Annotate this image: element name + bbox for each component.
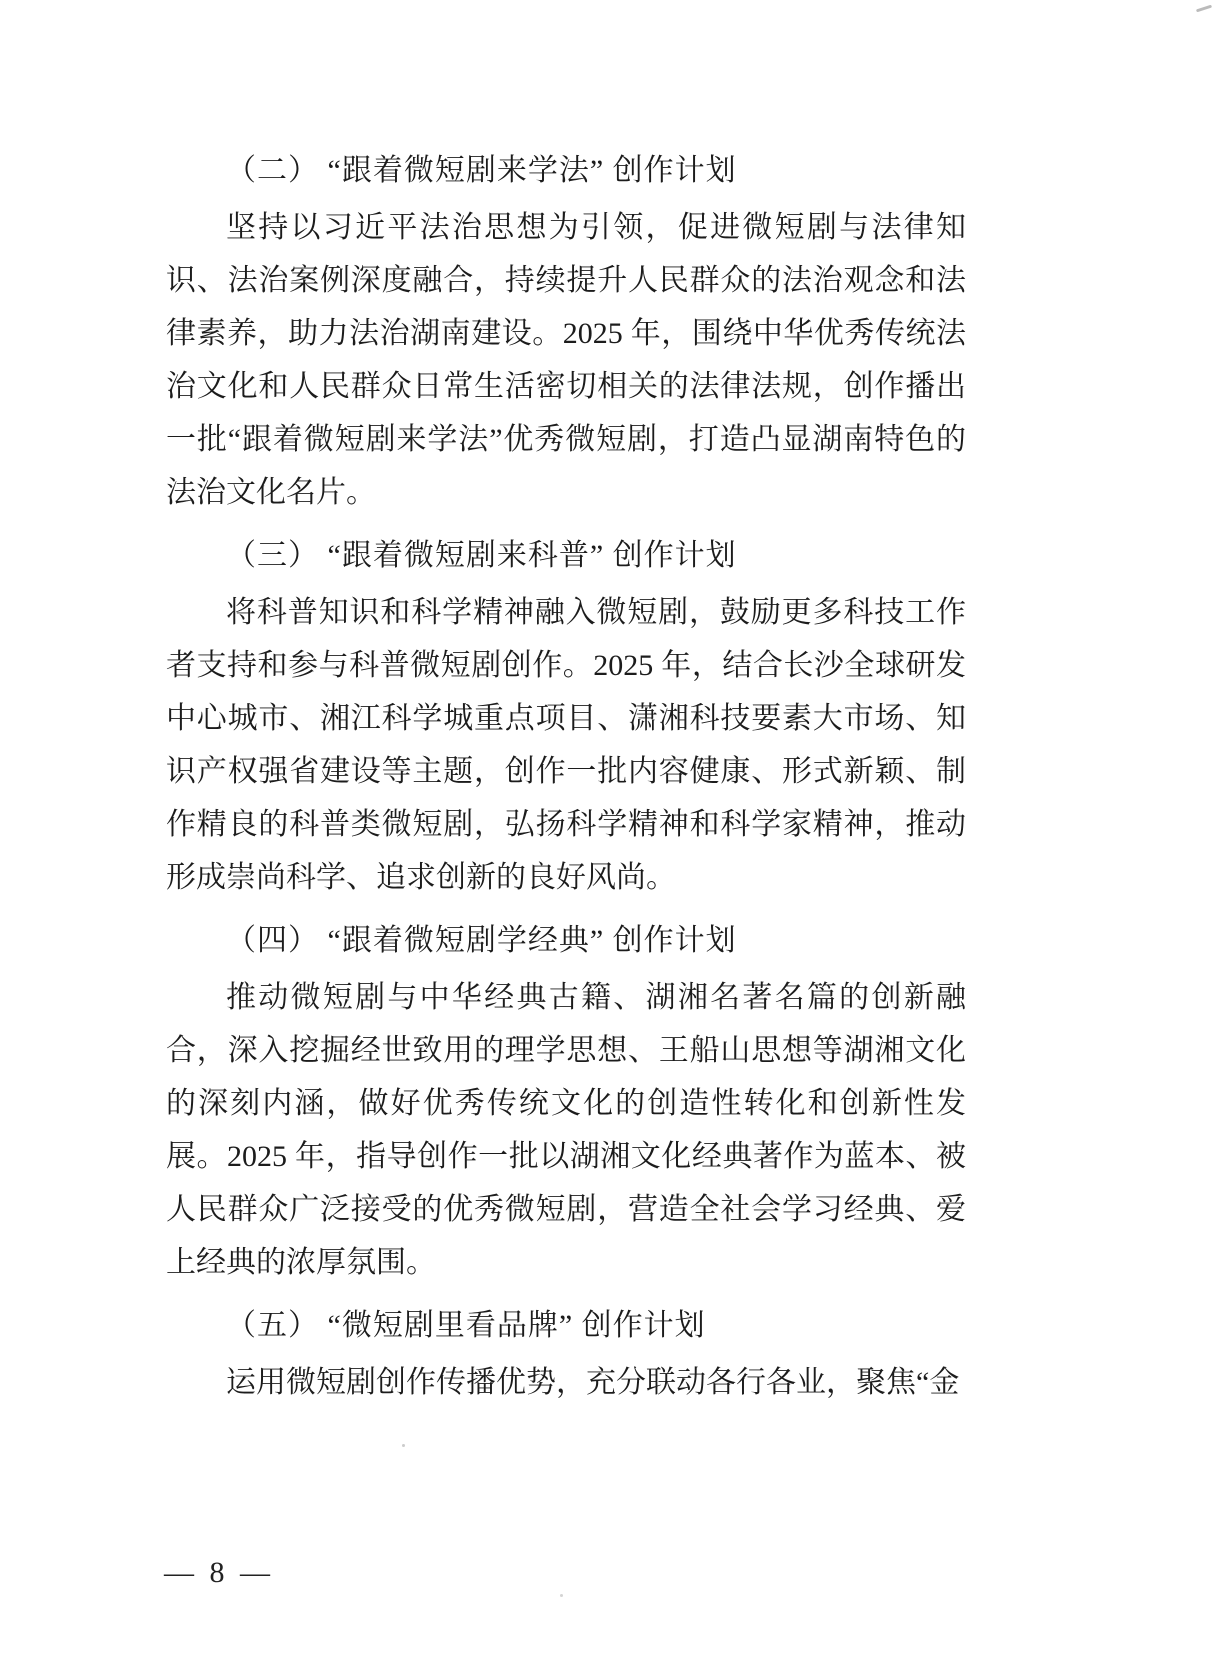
document-content bbox=[166, 144, 966, 1409]
paragraph: 将科普知识和科学精神融入微短剧，鼓励更多科技工作者支持和参与科普微短剧创作。2025 年，结合长沙全球研发中心城市、湘江科学城重点项目、潇湘科技要素大市场、知识产权强省建设等主题，创作一批内容健康、形式新颖、制作精良的科普类微短剧，弘扬科学精神和科学家精神，推动形成崇尚科学、追求创新的良好风尚。 bbox=[166, 596, 966, 894]
scan-artifact bbox=[402, 1444, 405, 1447]
section-heading: （三） “跟着微短剧来科普” 创作计划 bbox=[226, 539, 737, 572]
section-2-learn-law bbox=[166, 144, 966, 519]
section-heading: （五） “微短剧里看品牌” 创作计划 bbox=[226, 1309, 706, 1342]
section-4-learn-classics bbox=[166, 914, 966, 1289]
page-number: — 8 — bbox=[164, 1556, 274, 1589]
section-heading: （二） “跟着微短剧来学法” 创作计划 bbox=[226, 154, 737, 187]
section-heading: （四） “跟着微短剧学经典” 创作计划 bbox=[226, 924, 737, 957]
section-5-brands bbox=[166, 1299, 966, 1409]
paragraph: 运用微短剧创作传播优势，充分联动各行各业，聚焦“金 bbox=[226, 1366, 960, 1399]
paragraph: 坚持以习近平法治思想为引领，促进微短剧与法律知识、法治案例深度融合，持续提升人民群众的法治观念和法律素养，助力法治湖南建设。2025 年，围绕中华优秀传统法治文化和人民群众日常生活密切相关的法律法规，创作播出一批“跟着微短剧来学法”优秀微短剧，打造凸显湖南特色的法治文化名片。 bbox=[166, 211, 966, 509]
paragraph: 推动微短剧与中华经典古籍、湖湘名著名篇的创新融合，深入挖掘经世致用的理学思想、王船山思想等湖湘文化的深刻内涵，做好优秀传统文化的创造性转化和创新性发展。2025 年，指导创作一批以湖湘文化经典著作为蓝本、被人民群众广泛接受的优秀微短剧，营造全社会学习经典、爱上经典的浓厚氛围。 bbox=[166, 981, 966, 1279]
scan-artifact bbox=[560, 1594, 563, 1597]
scan-artifact bbox=[1196, 5, 1212, 13]
section-3-science-popularization bbox=[166, 529, 966, 904]
